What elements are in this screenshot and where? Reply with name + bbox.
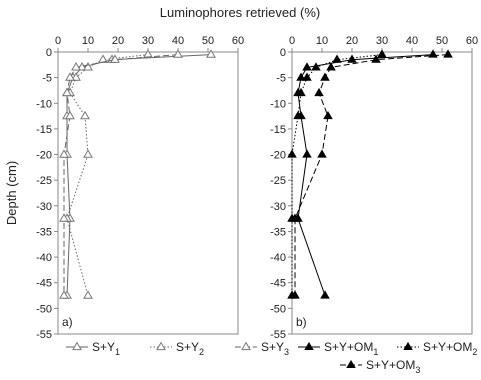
data-point [333, 55, 341, 62]
legend-entry [298, 340, 378, 357]
data-point [348, 55, 356, 62]
x-axis-title: Luminophores retrieved (%) [159, 5, 321, 20]
legend-subscript: 2 [472, 347, 478, 357]
data-point [288, 150, 296, 157]
y-tick-label: -50 [270, 303, 286, 316]
panel-label: b) [296, 315, 307, 329]
data-point [321, 291, 329, 298]
panel-b [270, 35, 478, 375]
legend-label: $S+Y+OM_1$ [324, 340, 379, 357]
data-point [378, 50, 386, 57]
legend-label: $S+Y_1$ [92, 340, 121, 357]
y-tick-label: -40 [270, 252, 286, 265]
data-point [144, 50, 152, 57]
series-line [67, 55, 211, 296]
plot-frame [58, 52, 238, 334]
y-tick-label: -35 [270, 226, 286, 239]
data-point [318, 150, 326, 157]
legend-subscript: 1 [115, 347, 121, 357]
series-1 [294, 50, 437, 298]
x-tick-label: 40 [171, 35, 185, 47]
y-tick-label: -10 [36, 98, 52, 111]
panel-a [36, 35, 289, 357]
y-tick-label: -20 [36, 149, 52, 162]
series-3 [60, 50, 182, 298]
legend-label: $S+Y+OM_2$ [423, 340, 478, 357]
panel-label: a) [62, 315, 73, 329]
legend-label: $S+Y+OM_3$ [366, 358, 421, 375]
y-tick-label: -5 [276, 72, 286, 85]
x-tick-label: 10 [81, 35, 95, 47]
y-tick-label: -20 [270, 149, 286, 162]
legend-marker [305, 343, 313, 350]
x-tick-label: 60 [465, 35, 479, 47]
y-tick-label: -40 [36, 252, 52, 265]
legend-marker [404, 343, 412, 350]
y-tick-label: -35 [36, 226, 52, 239]
x-tick-label: 20 [345, 35, 359, 47]
legend-subscript: 2 [199, 347, 205, 357]
series-line [292, 55, 382, 296]
y-tick-label: -45 [270, 277, 286, 290]
legend-label: $S+Y_3$ [261, 340, 290, 357]
legend-entry [340, 358, 420, 375]
legend-entry [66, 340, 120, 357]
x-tick-label: 30 [141, 35, 155, 47]
legend-subscript: 3 [415, 365, 421, 375]
x-tick-label: 40 [405, 35, 419, 47]
y-axis-title: Depth (cm) [4, 160, 19, 226]
y-tick-label: -45 [36, 277, 52, 290]
y-tick-label: -25 [36, 175, 52, 188]
series-2 [288, 50, 386, 298]
legend-entry [150, 340, 204, 357]
y-tick-label: -10 [270, 98, 286, 111]
y-tick-label: -50 [36, 303, 52, 316]
y-tick-label: -30 [36, 200, 52, 213]
y-tick-label: -55 [36, 329, 52, 341]
data-point [84, 291, 92, 298]
legend-subscript: 1 [373, 347, 379, 357]
data-point [429, 50, 437, 57]
x-tick-label: 0 [288, 35, 296, 47]
x-tick-label: 20 [111, 35, 125, 47]
y-tick-label: -25 [270, 175, 286, 188]
series-3 [291, 50, 452, 298]
x-tick-label: 10 [315, 35, 329, 47]
x-tick-label: 60 [231, 35, 245, 47]
y-tick-label: -5 [42, 72, 52, 85]
legend-marker [157, 343, 165, 350]
x-tick-label: 50 [435, 35, 449, 47]
legend-marker [73, 343, 81, 350]
data-point [444, 50, 452, 57]
y-tick-label: -15 [270, 123, 286, 136]
legend-marker [242, 343, 250, 350]
y-tick-label: -55 [270, 329, 286, 341]
x-tick-label: 0 [54, 35, 62, 47]
data-point [81, 112, 89, 119]
x-tick-label: 50 [201, 35, 215, 47]
data-point [324, 112, 332, 119]
series-line [67, 55, 148, 296]
legend-subscript: 3 [284, 347, 290, 357]
data-point [174, 50, 182, 57]
data-point [84, 150, 92, 157]
data-point [321, 73, 329, 80]
legend-entry [235, 340, 289, 357]
data-point [315, 89, 323, 96]
y-tick-label: -15 [36, 123, 52, 136]
y-tick-label: 0 [279, 47, 286, 59]
legend-entry [397, 340, 477, 357]
y-tick-label: 0 [45, 47, 52, 59]
legend-marker [347, 361, 355, 368]
data-point [303, 73, 311, 80]
y-tick-label: -30 [270, 200, 286, 213]
data-point [303, 150, 311, 157]
legend-label: $S+Y_2$ [176, 340, 205, 357]
x-tick-label: 30 [375, 35, 389, 47]
series-1 [63, 50, 215, 298]
series-2 [63, 50, 152, 298]
